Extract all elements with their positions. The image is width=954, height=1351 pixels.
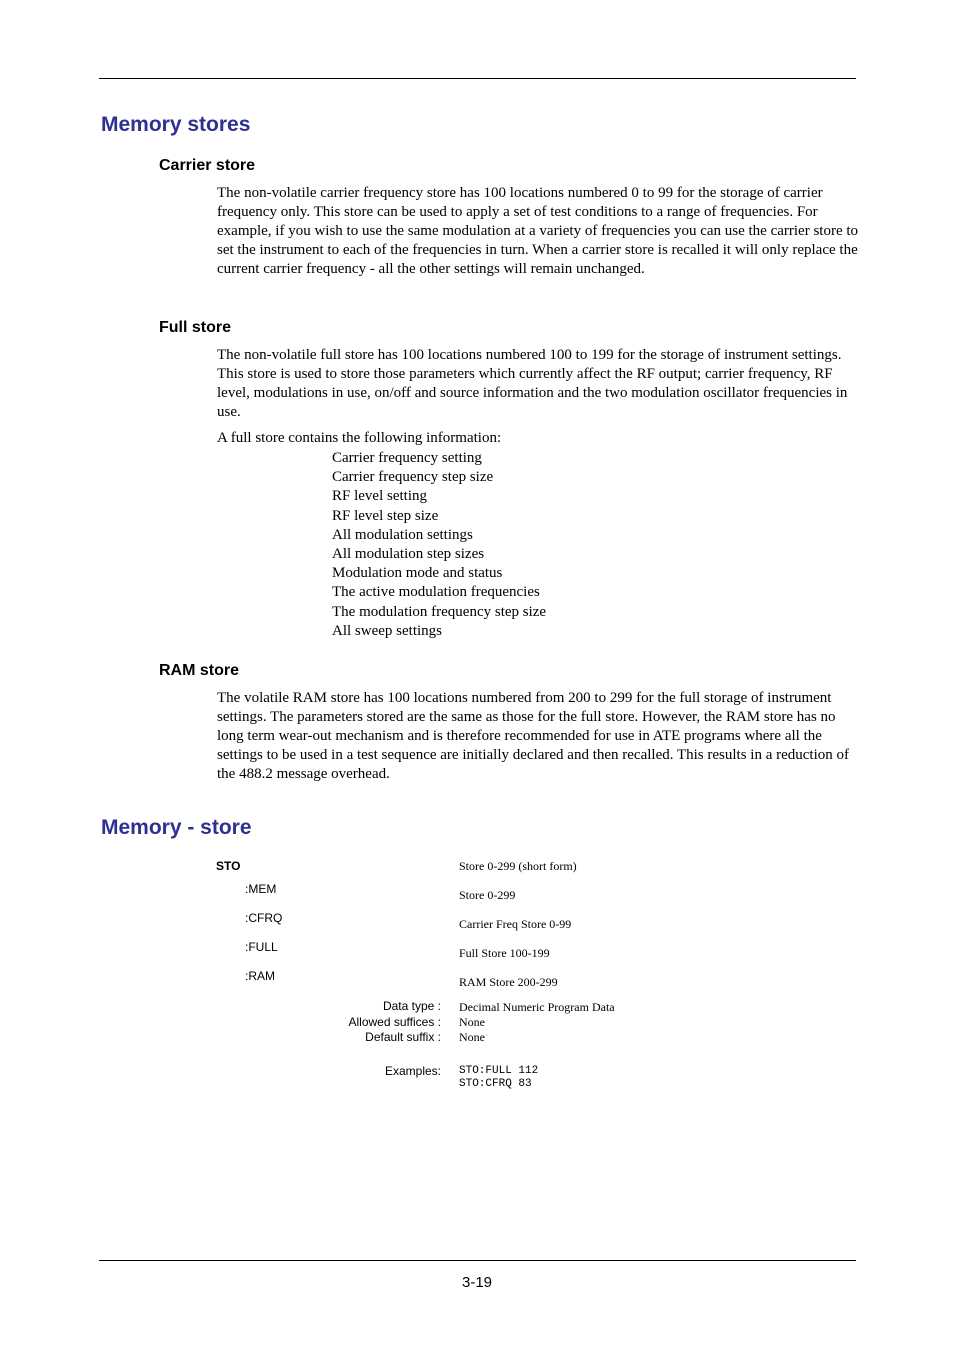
data-type-value: Decimal Numeric Program Data bbox=[459, 1000, 615, 1014]
list-item: Carrier frequency setting bbox=[332, 450, 482, 466]
list-item: All sweep settings bbox=[332, 622, 442, 639]
command-ram: :RAM bbox=[245, 969, 275, 983]
header-rule bbox=[99, 78, 856, 79]
full-store-paragraph: The non-volatile full store has 100 locations numbered 100 to 199 for the storage of instrument settings. This store is used to store those parameters which currently affect the RF output; carrier frequency, RF level, modulations in use, on/off and source information and the two modulation oscillator frequencies in use. bbox=[217, 347, 848, 421]
command-full-description: Full Store 100-199 bbox=[459, 946, 550, 960]
command-mem-description: Store 0-299 bbox=[459, 888, 516, 902]
default-suffix-value: None bbox=[459, 1030, 485, 1044]
carrier-store-paragraph: The non-volatile carrier frequency store has 100 locations numbered 0 to 99 for the storage of carrier frequency only. This store can be used to apply a set of test conditions to a range of frequencies. For example, if you wish to use the same modulation at a variety of frequencies you can use the carrier store to set the instrument to each of the frequencies in turn. When a carrier store is recalled it will only replace the current carrier frequency - all the other settings will remain unchanged. bbox=[217, 185, 859, 278]
list-item: The active modulation frequencies bbox=[332, 584, 540, 601]
example-line: STO:CFRQ 83 bbox=[459, 1078, 532, 1090]
list-item: Carrier frequency step size bbox=[332, 469, 494, 486]
list-item: All modulation step sizes bbox=[332, 546, 485, 563]
allowed-suffices-value: None bbox=[459, 1015, 485, 1029]
page-number: 3-19 bbox=[461, 1274, 493, 1291]
ram-store-paragraph: The volatile RAM store has 100 locations numbered from 200 to 299 for the full storage of instrument settings. The parameters stored are the same as those for the full store. However, the RAM store has no long term wear-out mechanism and is therefore recommended for use in ATE programs where all the settings to be used in a test sequence are initially declared and then recalled. This results in a reduction of the 488.2 message overhead. bbox=[217, 690, 850, 783]
list-item: The modulation frequency step size bbox=[332, 603, 547, 620]
command-sto: STO bbox=[216, 859, 241, 873]
full-store-contents-list bbox=[332, 449, 546, 641]
allowed-suffices-label: Allowed suffices : bbox=[348, 1015, 441, 1029]
command-cfrq: :CFRQ bbox=[245, 911, 283, 925]
example-line: STO:FULL 112 bbox=[459, 1065, 539, 1077]
list-item: RF level step size bbox=[332, 507, 439, 524]
command-mem: :MEM bbox=[245, 882, 277, 896]
list-item: All modulation settings bbox=[332, 526, 473, 543]
footer-rule bbox=[99, 1260, 856, 1261]
subheading-carrier-store: Carrier store bbox=[159, 157, 256, 174]
subheading-full-store: Full store bbox=[159, 319, 232, 336]
command-full: :FULL bbox=[245, 940, 278, 954]
section-title-memory-store: Memory - store bbox=[101, 816, 252, 839]
full-store-intro: A full store contains the following information: bbox=[217, 430, 502, 446]
command-cfrq-description: Carrier Freq Store 0-99 bbox=[459, 917, 572, 931]
list-item: RF level setting bbox=[332, 488, 427, 505]
data-type-label: Data type : bbox=[382, 999, 441, 1013]
section-title-memory-stores: Memory stores bbox=[101, 113, 251, 136]
list-item: Modulation mode and status bbox=[332, 565, 503, 582]
subheading-ram-store: RAM store bbox=[159, 662, 240, 679]
command-sto-description: Store 0-299 (short form) bbox=[459, 859, 577, 873]
default-suffix-label: Default suffix : bbox=[365, 1030, 441, 1044]
examples-label: Examples: bbox=[384, 1064, 441, 1078]
command-ram-description: RAM Store 200-299 bbox=[459, 975, 558, 989]
